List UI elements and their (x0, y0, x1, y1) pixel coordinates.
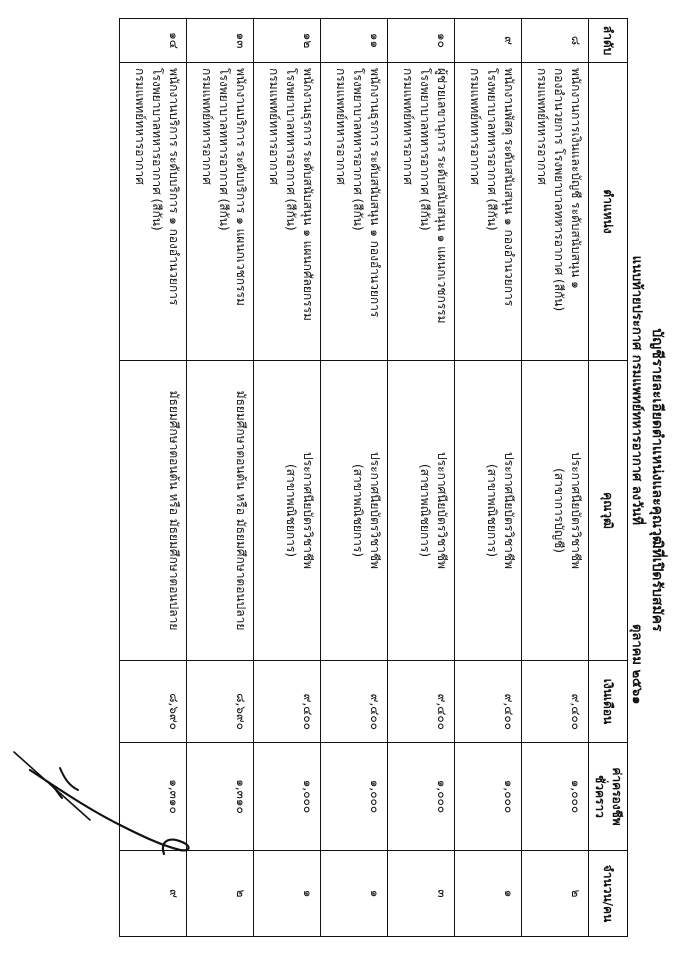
header-no: ลำดับ (589, 19, 628, 63)
position-line: พนักงานธุรการ ระดับสนับสนุน ๑ กองอำนวยการ (368, 68, 382, 318)
qualification-line: (สาขาพณิชยการ) (485, 463, 499, 558)
position-line: กรมแพทย์ทหารอากาศ (133, 68, 147, 185)
row-salary: ๙,๔๐๐ (388, 661, 455, 743)
position-line: กองอำนวยการ โรงพยาบาลทหารอากาศ (สีกัน) (552, 68, 566, 312)
position-line: กรมแพทย์ทหารอากาศ (334, 68, 348, 185)
position-line: โรงพยาบาลทหารอากาศ (สีกัน) (351, 68, 365, 231)
row-allowance: ๑,๐๐๐ (254, 743, 321, 851)
position-line: กรมแพทย์ทหารอากาศ (535, 68, 549, 185)
row-count: ๑ (254, 851, 321, 937)
document-title: บัญชีรายละเอียดตำแหน่งและคุณวุฒิที่เปิดรับสมัคร (649, 328, 665, 632)
table-row (388, 19, 455, 937)
row-count: ๑ (321, 851, 388, 937)
row-no: ๑๑ (321, 19, 388, 63)
row-count: ๓ (388, 851, 455, 937)
position-line: กรมแพทย์ทหารอากาศ (267, 68, 281, 185)
qualification-line: ประกาศนียบัตรวิชาชีพ (435, 452, 449, 569)
row-position (321, 63, 388, 361)
row-position (120, 63, 187, 361)
position-line: โรงพยาบาลทหารอากาศ (สีกัน) (485, 68, 499, 231)
row-position (187, 63, 254, 361)
subtitle-left: แนบท้ายประกาศ กรมแพทย์ทหารอากาศ ลงวันที่ (629, 255, 644, 525)
position-line: พนักงานธุรการ ระดับสนับสนุน ๑ แผนกศัลยกรรม (301, 68, 315, 321)
row-allowance: ๑,๐๐๐ (388, 743, 455, 851)
row-salary: ๙,๔๐๐ (321, 661, 388, 743)
row-position (455, 63, 522, 361)
position-line: กรมแพทย์ทหารอากาศ (200, 68, 214, 185)
qualification-line: ประกาศนียบัตรวิชาชีพ (502, 452, 516, 569)
qualification-line: (สาขาการบัญชี) (552, 468, 566, 553)
position-line: พนักงานบริการ ระดับบริการ ๑ แผนกเวชกรรม (234, 68, 248, 306)
header-salary: เงินเดือน (589, 661, 628, 743)
row-salary: ๙,๔๐๐ (522, 661, 589, 743)
row-no: ๑๔ (120, 19, 187, 63)
row-no: ๙ (455, 19, 522, 63)
row-count: ๒ (522, 851, 589, 937)
position-line: พนักงานการเงินและบัญชี ระดับสนับสนุน ๑ (569, 68, 583, 289)
row-no: ๑๒ (254, 19, 321, 63)
row-count: ๑ (455, 851, 522, 937)
position-line: โรงพยาบาลทหารอากาศ (สีกัน) (217, 68, 231, 231)
table-row (254, 19, 321, 937)
header-count: จำนวน/คน (589, 851, 628, 937)
subtitle-right: ตุลาคม ๒๕๖๑ (629, 623, 644, 705)
row-qualification (120, 361, 187, 661)
row-position (388, 63, 455, 361)
row-position (522, 63, 589, 361)
row-count: ๒ (187, 851, 254, 937)
row-count: ๙ (120, 851, 187, 937)
qualification-line: (สาขาพณิชยการ) (418, 463, 432, 558)
row-salary: ๘,๖๙๐ (187, 661, 254, 743)
position-line: กรมแพทย์ทหารอากาศ (401, 68, 415, 185)
position-line: พนักงานบริการ ระดับบริการ ๑ กองอำนวยการ (167, 68, 181, 306)
position-line: กรมแพทย์ทหารอากาศ (468, 68, 482, 185)
row-no: ๑๐ (388, 19, 455, 63)
position-line: โรงพยาบาลทหารอากาศ (สีกัน) (418, 68, 432, 231)
qualification-line: ประกาศนียบัตรวิชาชีพ (569, 452, 583, 569)
position-line: พนักงานพัสดุ ระดับสนับสนุน ๑ กองอำนวยการ (502, 68, 516, 307)
row-allowance: ๑,๓๑๐ (120, 743, 187, 851)
header-allowance: ค่าครองชีพชั่วคราว (589, 743, 628, 851)
row-salary: ๙,๔๐๐ (254, 661, 321, 743)
table-row (321, 19, 388, 937)
qualification-line: (สาขาพณิชยการ) (351, 463, 365, 558)
row-allowance: ๑,๐๐๐ (522, 743, 589, 851)
row-salary: ๘,๖๙๐ (120, 661, 187, 743)
row-qualification (522, 361, 589, 661)
row-salary: ๙,๔๐๐ (455, 661, 522, 743)
row-allowance: ๑,๐๐๐ (455, 743, 522, 851)
qualification-line: มัธยมศึกษาตอนต้น หรือ มัธยมศึกษาตอนปลาย (167, 390, 181, 631)
document-subtitle (627, 0, 648, 960)
row-qualification (187, 361, 254, 661)
qualification-line: ประกาศนียบัตรวิชาชีพ (368, 452, 382, 569)
qualification-line: มัธยมศึกษาตอนต้น หรือ มัธยมศึกษาตอนปลาย (234, 390, 248, 631)
header-qualification: คุณวุฒิ (589, 361, 628, 661)
header-position: ตำแหน่ง (589, 63, 628, 361)
row-no: ๘ (522, 19, 589, 63)
row-allowance: ๑,๐๐๐ (321, 743, 388, 851)
row-qualification (254, 361, 321, 661)
handwritten-signature (10, 750, 210, 870)
row-qualification (388, 361, 455, 661)
position-line: ผู้ช่วยเลขานุการ ระดับสนับสนุน ๑ แผนกเวชกรรม (435, 68, 449, 324)
row-no: ๑๓ (187, 19, 254, 63)
position-line: โรงพยาบาลทหารอากาศ (สีกัน) (284, 68, 298, 231)
qualification-line: (สาขาพณิชยการ) (284, 463, 298, 558)
row-qualification (321, 361, 388, 661)
table-row (455, 19, 522, 937)
row-qualification (455, 361, 522, 661)
row-allowance: ๑,๓๑๐ (187, 743, 254, 851)
row-position (254, 63, 321, 361)
table-header-row (589, 19, 628, 937)
position-line: โรงพยาบาลทหารอากาศ (สีกัน) (150, 68, 164, 231)
table-row (522, 19, 589, 937)
qualification-line: ประกาศนียบัตรวิชาชีพ (301, 452, 315, 569)
